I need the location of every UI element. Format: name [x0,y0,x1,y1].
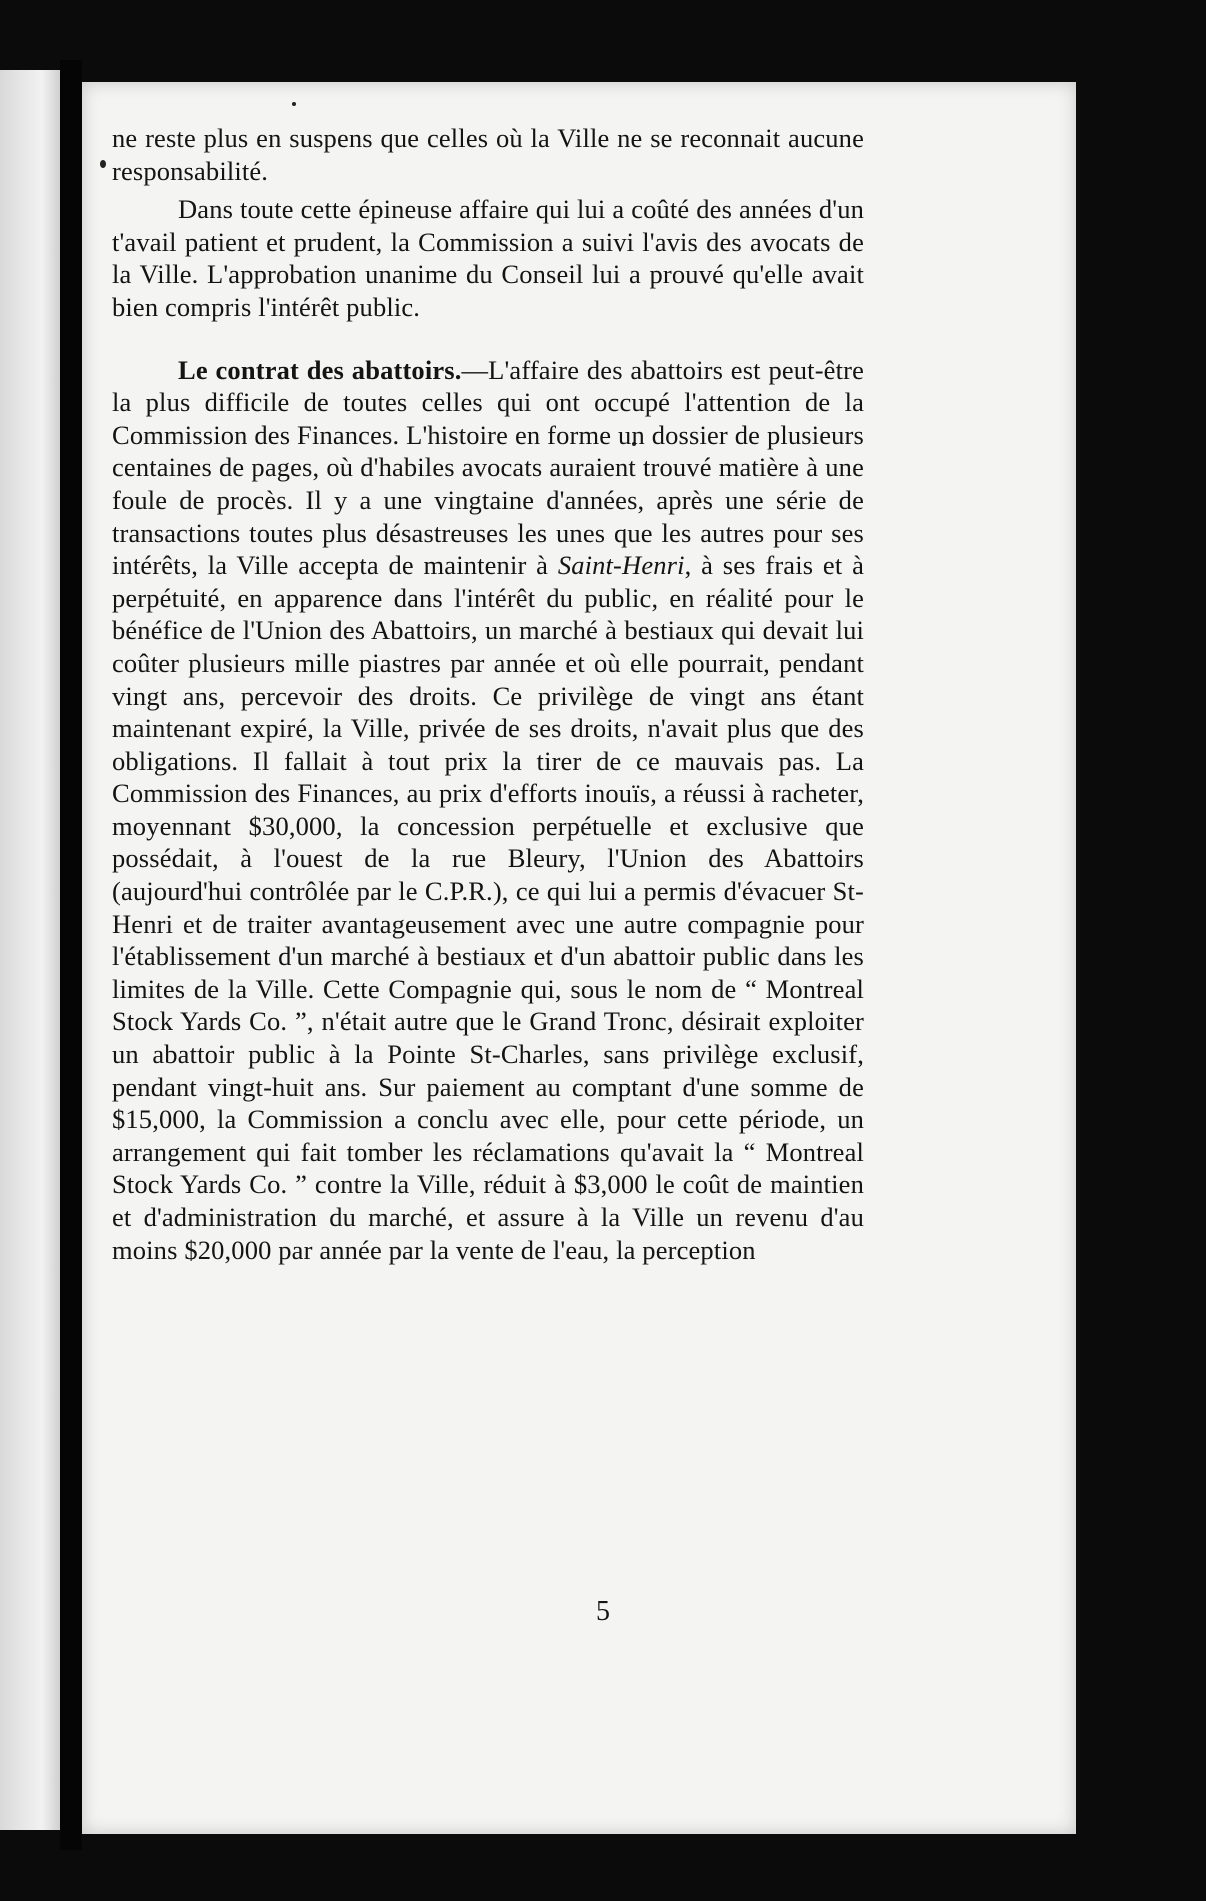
paragraph-abattoirs [112,354,864,1267]
paragraph-text-part-2: , à ses frais et à perpétuité, en apparence dans l'intérêt du public, en réalité pour le bénéfice de l'Union des Abattoirs, un marché à bestiaux qui devait lui coûter plusieurs mille piastres par année et où elle pourrait, pendant vingt ans, percevoir des droits. Ce privilège de vingt ans étant maintenant expiré, la Ville, privée de ses droits, n'avait plus que des obligations. Il fallait à tout prix la tirer de ce mauvais pas. La Commission des Finances, au prix d'efforts inouïs, a réussi à racheter, moyennant $30,000, la concession perpétuelle et exclusive que possédait, à l'ouest de la rue Bleury, l'Union des Abattoirs (aujourd'hui contrôlée par le C.P.R.), ce qui lui a permis d'évacuer St-Henri et de traiter avantageusement avec une autre compagnie pour l'établissement d'un marché à bestiaux et d'un abattoir public dans les limites de la Ville. Cette Compagnie qui, sous le nom de “ Montreal Stock Yards Co. ”, n'était autre que le Grand Tronc, désirait exploiter un abattoir public à la Pointe St-Charles, sans privilège exclusif, pendant vingt-huit ans. Sur paiement au comptant d'une somme de $15,000, la Commission a conclu avec elle, pour cette période, un arrangement qui fait tomber les réclamations qu'avait la “ Montreal Stock Yards Co. ” contre la Ville, réduit à $3,000 le coût de maintien et d'administration du marché, et assure à la Ville un revenu d'au moins $20,000 par année par la vente de l'eau, la perception [112,550,864,1265]
section-heading: Le contrat des abattoirs. [178,354,462,385]
italic-place-name: Saint-Henri [557,550,685,581]
ink-speck [292,102,296,106]
paragraph-commission: Dans toute cette épineuse affaire qui lui a coûté des années d'un t'avail patient et prudent, la Commission a suivi l'avis des avocats de la Ville. L'approbation unanime du Conseil lui a prouvé qu'elle avait bien compris l'intérêt public. [112,194,864,322]
ink-speck [100,160,106,168]
adjacent-page-edge [0,70,60,1830]
book-gutter [60,60,82,1850]
page-number: 5 [596,1596,610,1627]
paragraph-continued: ne reste plus en suspens que celles où la Ville ne se reconnait aucune responsabilité. [112,123,864,186]
body-text [112,122,864,1266]
paragraph-text-part-1: —L'affaire des abattoirs est peut-être la plus difficile de toutes celles qui ont occupé l'attention de la Commission des Finances. L'histoire en forme un dossier de plusieurs centaines de pages, où d'habiles avocats auraient trouvé matière à une foule de procès. Il y a une vingtaine d'années, après une série de transactions toutes plus désastreuses les unes que les autres pour ses intérêts, la Ville accepta de maintenir à [112,354,864,581]
